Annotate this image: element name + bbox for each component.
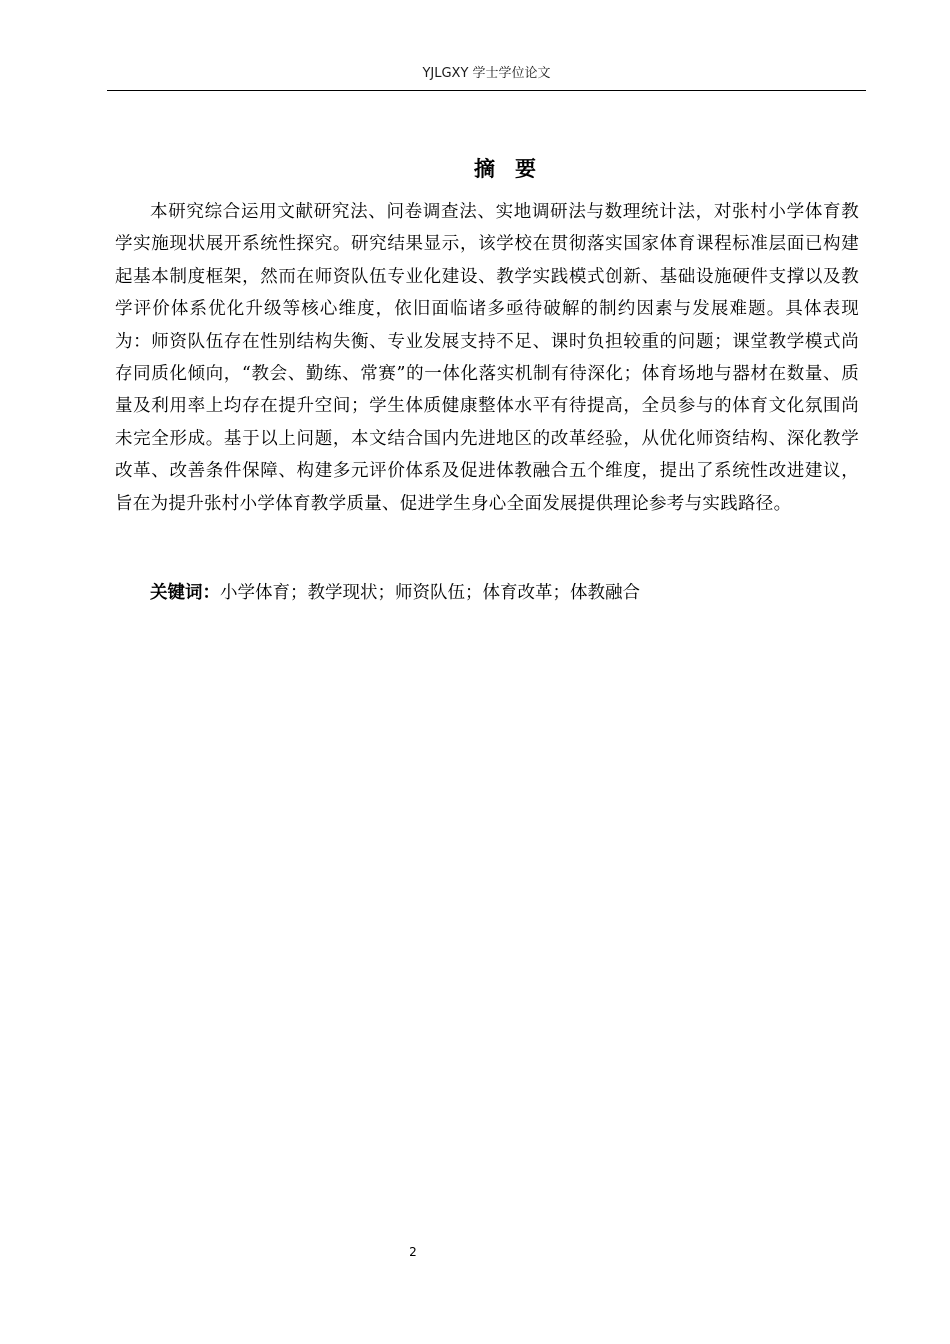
keywords-line — [150, 577, 640, 609]
page-header-text: YJLGXY 学士学位论文 — [422, 66, 551, 81]
abstract-body: 本研究综合运用文献研究法、问卷调查法、实地调研法与数理统计法，对张村小学体育教学实施现状展开系统性探究。研究结果显示，该学校在贯彻落实国家体育课程标准层面已构建起基本制度框架，然而在师资队伍专业化建设、教学实践模式创新、基础设施硬件支撑以及教学评价体系优化升级等核心维度，依旧面临诸多亟待破解的制约因素与发展难题。具体表现为：师资队伍存在性别结构失衡、专业发展支持不足、课时负担较重的问题；课堂教学模式尚存同质化倾向，“教会、勤练、常赛”的一体化落实机制有待深化；体育场地与器材在数量、质量及利用率上均存在提升空间；学生体质健康整体水平有待提高，全员参与的体育文化氛围尚未完全形成。基于以上问题，本文结合国内先进地区的改革经验，从优化师资结构、深化教学改革、改善条件保障、构建多元评价体系及促进体教融合五个维度，提出了系统性改进建议，旨在为提升张村小学体育教学质量、促进学生身心全面发展提供理论参考与实践路径。 — [115, 202, 859, 514]
page-number: 2 — [409, 1245, 417, 1259]
keywords-label: 关键词： — [150, 583, 220, 603]
page-header — [107, 64, 866, 91]
keywords-value: 小学体育；教学现状；师资队伍；体育改革；体教融合 — [220, 583, 640, 603]
abstract-title: 摘要 — [474, 157, 556, 181]
